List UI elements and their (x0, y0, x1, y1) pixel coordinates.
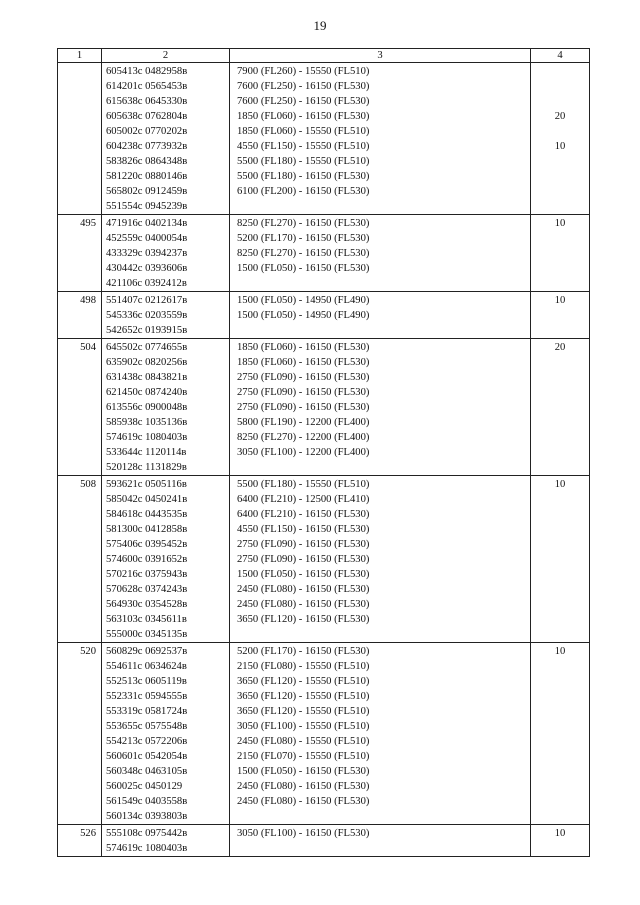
column-header: 3 (230, 49, 531, 63)
coordinate-line: 613556с 0900048в (106, 402, 188, 413)
value-line: 20 (554, 342, 566, 353)
coordinate-line: 555108с 0975442в (106, 828, 188, 839)
item-number-text: 520 (80, 646, 96, 657)
coordinate-line: 574600с 0391652в (106, 554, 188, 565)
coordinate-line: 452559с 0400054в (106, 233, 188, 244)
coordinates-cell (102, 339, 230, 476)
item-number (58, 339, 102, 476)
level-line: 1850 (FL060) - 16150 (FL530) (237, 111, 370, 122)
table-row (58, 63, 590, 215)
value-cell (531, 292, 590, 339)
level-line: 2750 (FL090) - 16150 (FL530) (237, 372, 370, 383)
value-line (531, 94, 589, 109)
column-header: 1 (58, 49, 102, 63)
coordinate-line: 545336с 0203559в (106, 310, 188, 321)
coordinate-line: 583826с 0864348в (106, 156, 188, 167)
coordinate-line: 430442с 0393606в (106, 263, 188, 274)
coordinate-line: 551407с 0212617в (106, 295, 188, 306)
level-line: 6100 (FL200) - 16150 (FL530) (237, 186, 370, 197)
level-line: 1500 (FL050) - 14950 (FL490) (237, 295, 370, 306)
item-number-text: 504 (80, 342, 96, 353)
item-number (58, 215, 102, 292)
level-line: 2750 (FL090) - 16150 (FL530) (237, 539, 370, 550)
coordinate-line: 471916с 0402134в (106, 218, 188, 229)
levels-cell (230, 215, 531, 292)
table-row (58, 339, 590, 476)
level-line: 6400 (FL210) - 16150 (FL530) (237, 509, 370, 520)
levels-cell (230, 476, 531, 643)
coordinate-line: 560601с 0542054в (106, 751, 188, 762)
coordinate-line: 605413с 0482958в (106, 66, 188, 77)
value-cell (531, 643, 590, 825)
level-line: 8250 (FL270) - 12200 (FL400) (237, 432, 370, 443)
value-line: 10 (554, 646, 566, 657)
coordinate-line: 593621с 0505116в (106, 479, 187, 490)
level-line: 2450 (FL080) - 15550 (FL510) (237, 736, 370, 747)
coordinate-line: 561549с 0403558в (106, 796, 188, 807)
coordinate-line: 554213с 0572206в (106, 736, 188, 747)
table-row (58, 476, 590, 643)
coordinate-line: 614201с 0565453в (106, 81, 188, 92)
level-line: 3050 (FL100) - 12200 (FL400) (237, 447, 370, 458)
coordinate-line: 635902с 0820256в (106, 357, 188, 368)
item-number (58, 476, 102, 643)
level-line: 5500 (FL180) - 15550 (FL510) (237, 479, 370, 490)
level-line: 7900 (FL260) - 15550 (FL510) (237, 66, 370, 77)
value-line (531, 124, 589, 139)
level-line: 2450 (FL080) - 16150 (FL530) (237, 599, 370, 610)
level-line: 4550 (FL150) - 15550 (FL510) (237, 141, 370, 152)
value-cell (531, 63, 590, 215)
coordinate-line: 552513с 0605119в (106, 676, 187, 687)
level-line: 5800 (FL190) - 12200 (FL400) (237, 417, 370, 428)
level-line: 2750 (FL090) - 16150 (FL530) (237, 402, 370, 413)
table-row (58, 292, 590, 339)
coordinate-line: 615638с 0645330в (106, 96, 188, 107)
table-row (58, 825, 590, 857)
coordinate-line: 560134с 0393803в (106, 811, 188, 822)
coordinate-line: 555000с 0345135в (106, 629, 188, 640)
item-number (58, 825, 102, 857)
level-line: 5200 (FL170) - 16150 (FL530) (237, 233, 370, 244)
coordinate-line: 552331с 0594555в (106, 691, 188, 702)
coordinate-line: 645502с 0774655в (106, 342, 188, 353)
coordinate-line: 542652с 0193915в (106, 325, 188, 336)
coordinate-line: 565802с 0912459в (106, 186, 188, 197)
item-number (58, 63, 102, 215)
coordinates-cell (102, 215, 230, 292)
levels-cell (230, 339, 531, 476)
value-line (531, 79, 589, 94)
coordinate-line: 574619с 1080403в (106, 843, 188, 854)
coordinate-line: 533644с 1120114в (106, 447, 187, 458)
value-cell (531, 339, 590, 476)
table-body (58, 63, 590, 857)
level-line: 1500 (FL050) - 16150 (FL530) (237, 569, 370, 580)
coordinate-line: 520128с 1131829в (106, 462, 187, 473)
level-line: 3650 (FL120) - 15550 (FL510) (237, 706, 370, 717)
coordinate-line: 584618с 0443535в (106, 509, 188, 520)
coordinate-line: 570216с 0375943в (106, 569, 188, 580)
coordinate-line: 570628с 0374243в (106, 584, 188, 595)
level-line: 2150 (FL080) - 15550 (FL510) (237, 661, 370, 672)
item-number-text: 498 (80, 295, 96, 306)
level-line: 2450 (FL080) - 16150 (FL530) (237, 781, 370, 792)
coordinate-line: 564930с 0354528в (106, 599, 188, 610)
value-cell (531, 476, 590, 643)
item-number (58, 292, 102, 339)
levels-cell (230, 292, 531, 339)
level-line: 7600 (FL250) - 16150 (FL530) (237, 96, 370, 107)
coordinate-line: 551554с 0945239в (106, 201, 188, 212)
level-line: 2450 (FL080) - 16150 (FL530) (237, 796, 370, 807)
value-cell (531, 215, 590, 292)
level-line: 3650 (FL120) - 15550 (FL510) (237, 691, 370, 702)
value-line: 20 (554, 111, 566, 122)
level-line: 3650 (FL120) - 16150 (FL530) (237, 614, 370, 625)
level-line: 8250 (FL270) - 16150 (FL530) (237, 248, 370, 259)
item-number (58, 643, 102, 825)
levels-cell (230, 825, 531, 857)
level-line: 4550 (FL150) - 16150 (FL530) (237, 524, 370, 535)
coordinate-line: 553319с 0581724в (106, 706, 188, 717)
value-line: 10 (554, 828, 566, 839)
coordinate-line: 604238с 0773932в (106, 141, 188, 152)
coordinate-line: 560025с 0450129 (106, 781, 183, 792)
coordinate-line: 585042с 0450241в (106, 494, 188, 505)
level-line: 3050 (FL100) - 15550 (FL510) (237, 721, 370, 732)
coordinate-line: 433329с 0394237в (106, 248, 188, 259)
coordinates-cell (102, 825, 230, 857)
coordinate-line: 554611с 0634624в (106, 661, 187, 672)
coordinate-line: 605638с 0762804в (106, 111, 188, 122)
page-number: 19 (313, 18, 327, 33)
level-line: 5200 (FL170) - 16150 (FL530) (237, 646, 370, 657)
coordinate-line: 563103с 0345611в (106, 614, 187, 625)
level-line: 8250 (FL270) - 16150 (FL530) (237, 218, 370, 229)
coordinate-line: 575406с 0395452в (106, 539, 188, 550)
header-row (58, 49, 590, 63)
coordinates-cell (102, 476, 230, 643)
coordinate-line: 621450с 0874240в (106, 387, 188, 398)
coordinate-line: 585938с 1035136в (106, 417, 188, 428)
level-line: 2450 (FL080) - 16150 (FL530) (237, 584, 370, 595)
level-line: 5500 (FL180) - 15550 (FL510) (237, 156, 370, 167)
coordinate-line: 581220с 0880146в (106, 171, 188, 182)
coordinate-line: 553655с 0575548в (106, 721, 188, 732)
level-line: 1850 (FL060) - 16150 (FL530) (237, 342, 370, 353)
coordinates-cell (102, 292, 230, 339)
value-line: 10 (554, 218, 566, 229)
value-cell (531, 825, 590, 857)
column-header: 4 (531, 49, 590, 63)
level-line: 1500 (FL050) - 16150 (FL530) (237, 263, 370, 274)
level-line: 2750 (FL090) - 16150 (FL530) (237, 387, 370, 398)
item-number-text: 508 (80, 479, 96, 490)
level-line: 5500 (FL180) - 16150 (FL530) (237, 171, 370, 182)
level-line: 2150 (FL070) - 15550 (FL510) (237, 751, 370, 762)
coordinate-line: 574619с 1080403в (106, 432, 188, 443)
levels-cell (230, 643, 531, 825)
item-number-text (58, 64, 96, 79)
level-line: 3650 (FL120) - 15550 (FL510) (237, 676, 370, 687)
coordinate-line: 581300с 0412858в (106, 524, 188, 535)
level-line: 1500 (FL050) - 14950 (FL490) (237, 310, 370, 321)
level-line: 1850 (FL060) - 15550 (FL510) (237, 126, 370, 137)
coordinates-cell (102, 63, 230, 215)
coordinate-line: 421106с 0392412в (106, 278, 187, 289)
value-line: 10 (554, 141, 566, 152)
level-line: 7600 (FL250) - 16150 (FL530) (237, 81, 370, 92)
coordinates-cell (102, 643, 230, 825)
column-header: 2 (102, 49, 230, 63)
item-number-text: 495 (80, 218, 96, 229)
level-line: 2750 (FL090) - 16150 (FL530) (237, 554, 370, 565)
level-line: 6400 (FL210) - 12500 (FL410) (237, 494, 370, 505)
level-line: 1500 (FL050) - 16150 (FL530) (237, 766, 370, 777)
coordinate-line: 631438с 0843821в (106, 372, 188, 383)
coordinate-line: 560829с 0692537в (106, 646, 188, 657)
value-line (531, 64, 589, 79)
value-line: 10 (554, 295, 566, 306)
level-line: 1850 (FL060) - 16150 (FL530) (237, 357, 370, 368)
level-line: 3050 (FL100) - 16150 (FL530) (237, 828, 370, 839)
item-number-text: 526 (80, 828, 96, 839)
table-row (58, 215, 590, 292)
coordinate-line: 605002с 0770202в (106, 126, 188, 137)
table-row (58, 643, 590, 825)
value-line: 10 (554, 479, 566, 490)
levels-cell (230, 63, 531, 215)
airspace-table (57, 48, 590, 857)
coordinate-line: 560348с 0463105в (106, 766, 188, 777)
